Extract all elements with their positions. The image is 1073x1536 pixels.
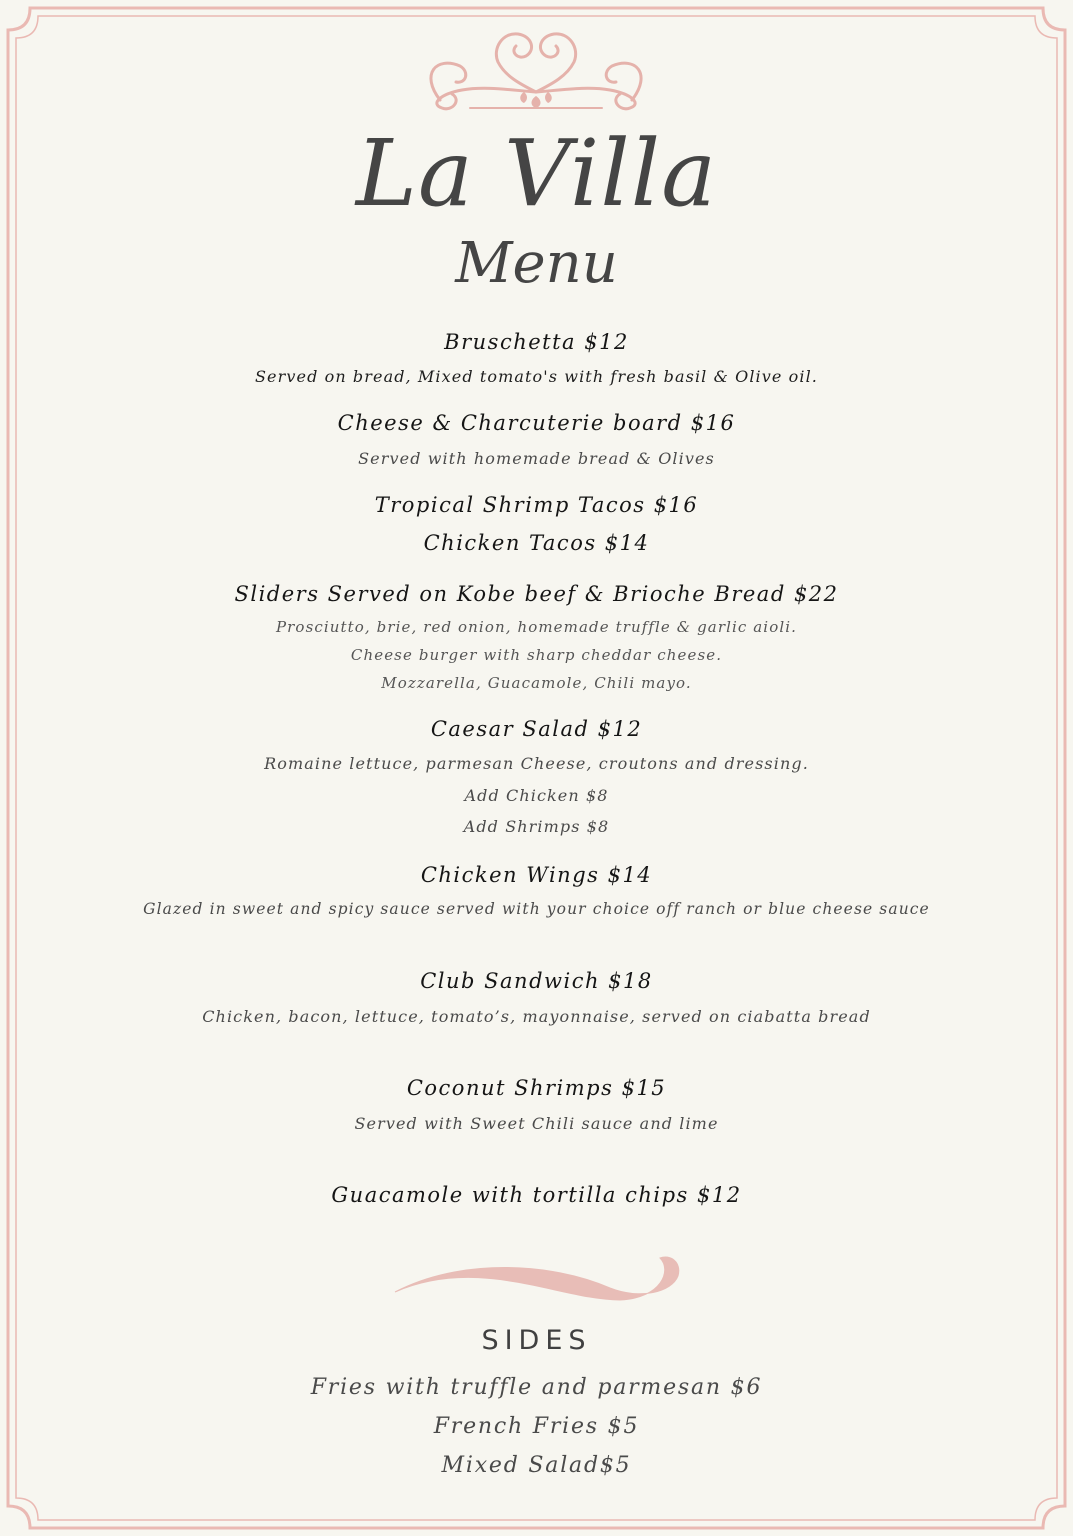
restaurant-name: La Villa — [355, 120, 718, 227]
menu-heading: Menu — [455, 231, 618, 296]
item-desc-cheese-board: Served with homemade bread & Olives — [358, 449, 715, 468]
item-desc-sliders-3: Mozzarella, Guacamole, Chili mayo. — [381, 674, 692, 692]
item-desc-chicken-wings: Glazed in sweet and spicy sauce served with your choice off ranch or blue cheese sauce — [143, 900, 930, 918]
item-name-coconut-shrimps: Coconut Shrimps $15 — [406, 1076, 667, 1100]
item-desc-club-sandwich: Chicken, bacon, lettuce, tomato’s, mayonnaise, served on ciabatta bread — [202, 1007, 871, 1026]
top-ornament-drops — [520, 92, 552, 108]
side-item-truffle-fries: Fries with truffle and parmesan $6 — [310, 1375, 763, 1400]
item-desc-coconut-shrimps: Served with Sweet Chili sauce and lime — [354, 1114, 719, 1133]
side-item-french-fries: French Fries $5 — [433, 1414, 640, 1439]
item-name-bruschetta: Bruschetta $12 — [444, 330, 629, 354]
item-name-chicken-wings: Chicken Wings $14 — [420, 863, 653, 887]
item-desc-caesar-1: Romaine lettuce, parmesan Cheese, croutons and dressing. — [264, 754, 809, 773]
item-desc-caesar-3: Add Shrimps $8 — [463, 817, 610, 836]
sides-heading: SIDES — [481, 1325, 592, 1356]
item-name-shrimp-tacos: Tropical Shrimp Tacos $16 — [374, 493, 699, 517]
item-name-chicken-tacos: Chicken Tacos $14 — [423, 531, 650, 555]
item-desc-sliders-1: Prosciutto, brie, red onion, homemade truffle & garlic aioli. — [275, 618, 798, 636]
swoosh-ornament — [395, 1257, 679, 1300]
item-desc-bruschetta: Served on bread, Mixed tomato's with fresh basil & Olive oil. — [254, 367, 818, 386]
item-name-club-sandwich: Club Sandwich $18 — [420, 969, 653, 993]
side-item-mixed-salad: Mixed Salad$5 — [441, 1453, 632, 1478]
item-name-guacamole: Guacamole with tortilla chips $12 — [331, 1183, 742, 1207]
item-name-caesar-salad: Caesar Salad $12 — [430, 717, 643, 741]
item-desc-caesar-2: Add Chicken $8 — [464, 786, 609, 805]
item-desc-sliders-2: Cheese burger with sharp cheddar cheese. — [350, 646, 723, 664]
item-name-cheese-board: Cheese & Charcuterie board $16 — [337, 411, 736, 435]
item-name-sliders: Sliders Served on Kobe beef & Brioche Bread $22 — [234, 582, 839, 606]
